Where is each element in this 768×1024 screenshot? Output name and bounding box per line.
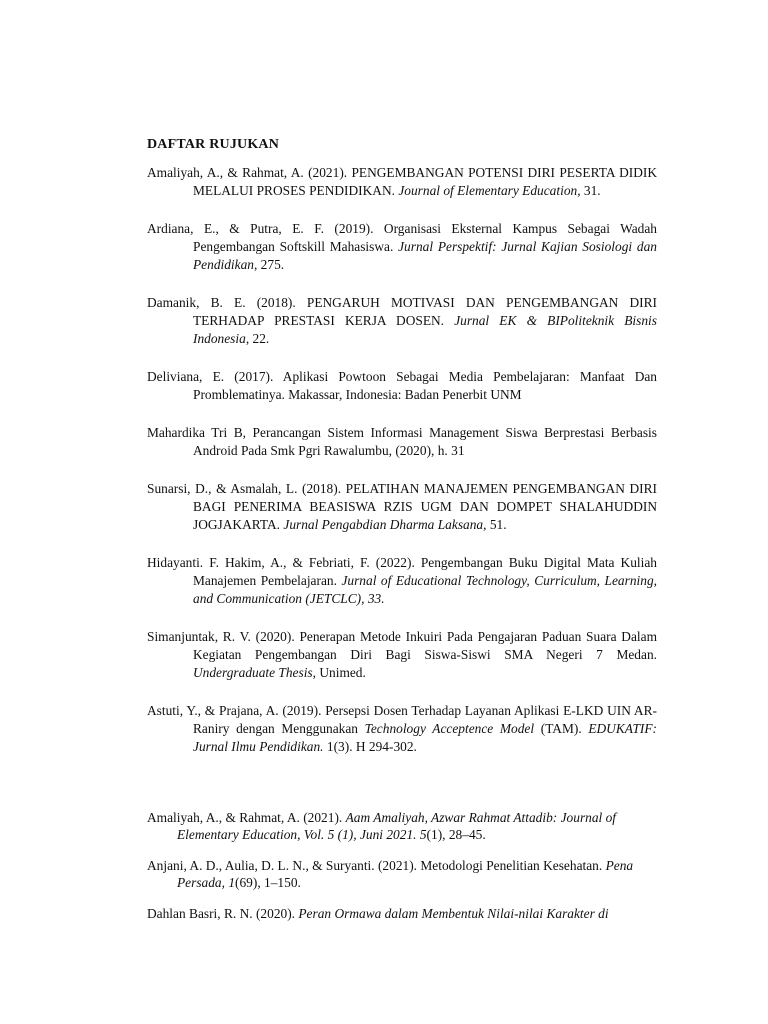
reference-entry: Hidayanti. F. Hakim, A., & Febriati, F. (2022). Pengembangan Buku Digital Mata Kuliah Manajemen Pembelajaran. Jurnal of Educational Technology, Curriculum, Learning, and Communication (JETCLC), 33. (147, 555, 657, 606)
reference-entry: Amaliyah, A., & Rahmat, A. (2021). PENGEMBANGAN POTENSI DIRI PESERTA DIDIK MELALUI PROSES PENDIDIKAN. Journal of Elementary Education, 31. (147, 165, 657, 198)
reference-entry: Astuti, Y., & Prajana, A. (2019). Persepsi Dosen Terhadap Layanan Aplikasi E-LKD UIN AR-Raniry dengan Menggunakan Technology Acceptence Model (TAM). EDUKATIF: Jurnal Ilmu Pendidikan. 1(3). H 294-302. (147, 703, 658, 754)
reference-entry: Ardiana, E., & Putra, E. F. (2019). Organisasi Eksternal Kampus Sebagai Wadah Pengembangan Softskill Mahasiswa. Jurnal Perspektif: Jurnal Kajian Sosiologi dan Pendidikan, 275. (147, 221, 657, 272)
reference-entry: Anjani, A. D., Aulia, D. L. N., & Suryanti. (2021). Metodologi Penelitian Kesehatan. Pena Persada, 1(69), 1–150. (147, 858, 634, 890)
reference-list (147, 164, 657, 776)
reference-entry: Simanjuntak, R. V. (2020). Penerapan Metode Inkuiri Pada Pengajaran Paduan Suara Dalam Kegiatan Pengembangan Diri Bagi Siswa-Siswi SMA Negeri 7 Medan. Undergraduate Thesis, Unimed. (147, 629, 657, 680)
reference-entry: Sunarsi, D., & Asmalah, L. (2018). PELATIHAN MANAJEMEN PENGEMBANGAN DIRI BAGI PENERIMA BEASISWA RZIS UGM DAN DOMPET SHALAHUDDIN JOGJAKARTA. Jurnal Pengabdian Dharma Laksana, 51. (147, 481, 657, 532)
reference-entry: Deliviana, E. (2017). Aplikasi Powtoon Sebagai Media Pembelajaran: Manfaat Dan Promblematinya. Makassar, Indonesia: Badan Penerbit UNM (147, 369, 657, 402)
page-title: DAFTAR RUJUKAN (147, 137, 280, 152)
reference-entry: Damanik, B. E. (2018). PENGARUH MOTIVASI DAN PENGEMBANGAN DIRI TERHADAP PRESTASI KERJA DOSEN. Jurnal EK & BIPoliteknik Bisnis Indonesia, 22. (147, 295, 657, 346)
reference-list-secondary (147, 809, 657, 936)
reference-entry: Dahlan Basri, R. N. (2020). Peran Ormawa dalam Membentuk Nilai-nilai Karakter di (147, 906, 609, 921)
reference-entry: Amaliyah, A., & Rahmat, A. (2021). Aam Amaliyah, Azwar Rahmat Attadib: Journal of Elementary Education, Vol. 5 (1), Juni 2021. 5(1), 28–45. (147, 810, 617, 842)
reference-entry: Mahardika Tri B, Perancangan Sistem Informasi Management Siswa Berprestasi Berbasis Android Pada Smk Pgri Rawalumbu, (2020), h. 31 (147, 425, 657, 458)
